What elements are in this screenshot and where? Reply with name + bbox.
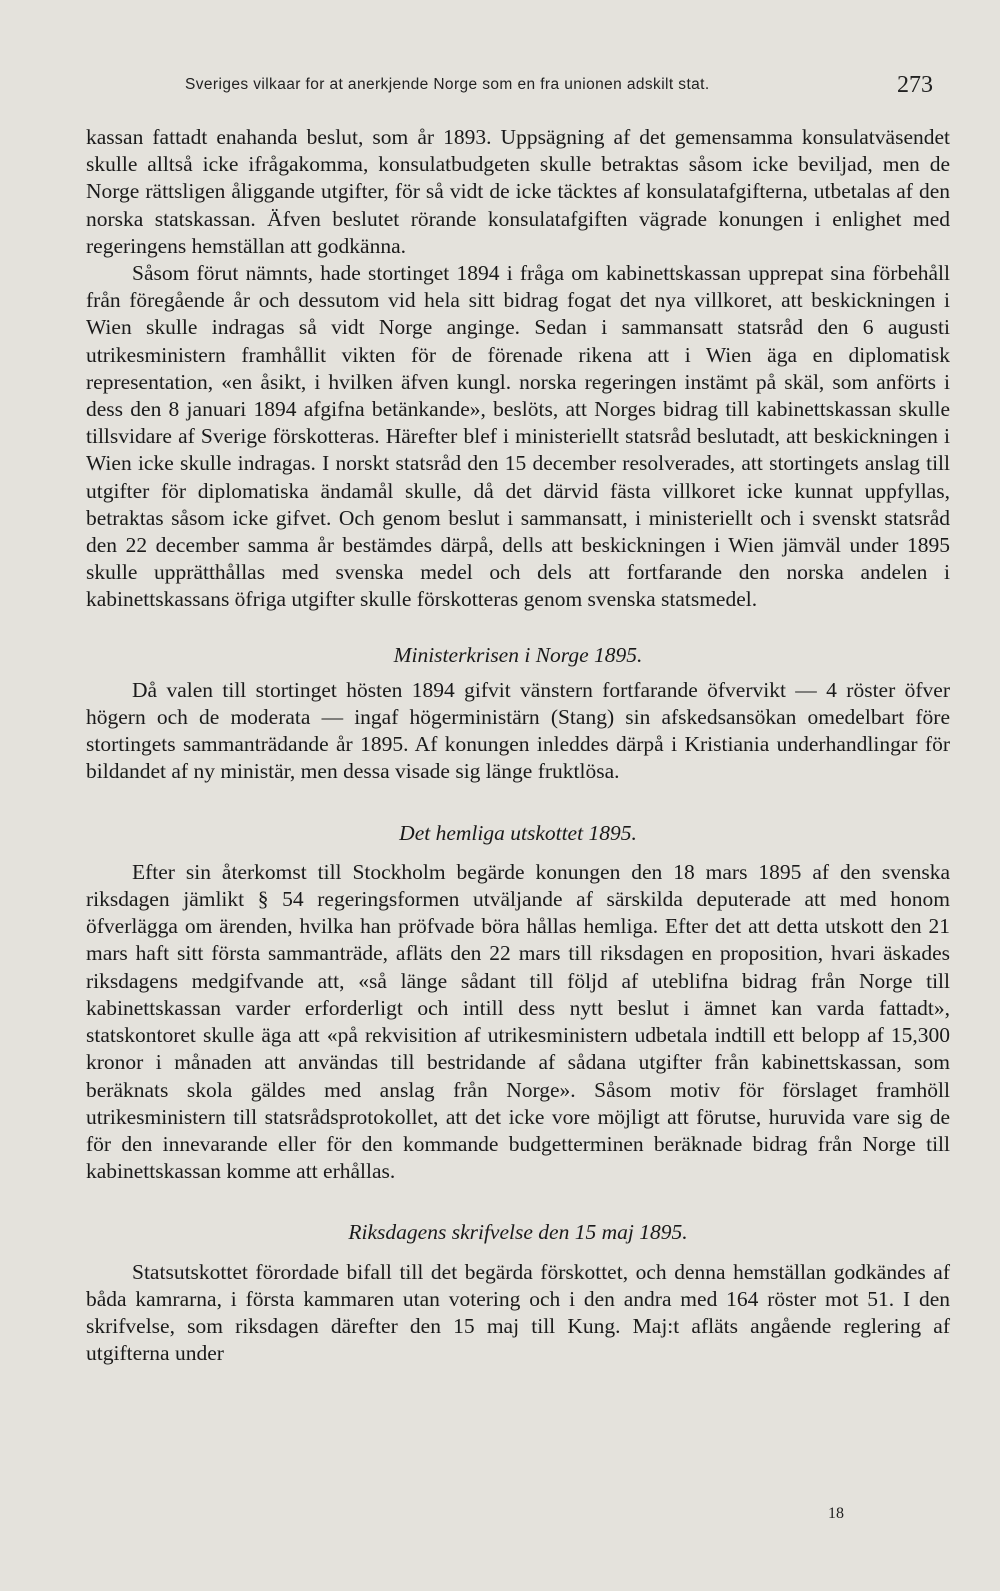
section-heading-ministerkrisen: Ministerkrisen i Norge 1895. (393, 642, 643, 667)
paragraph-riksdagens-skrifvelse: Statsutskottet förordade bifall till det begärda förskottet, och denna hemställan godkändes af båda kamrarna, i första kammaren utan votering och i den andra med 164 röster mot 51. I den skrifvelse, som riksdagen därefter den 15 maj till Kung. Maj:t afläts angående reglering af utgifterna under (86, 1259, 950, 1366)
page-number: 273 (897, 72, 933, 98)
paragraph-continuation: kassan fattadt enahanda beslut, som år 1893. Uppsägning af det gemensamma konsulatväsendet skulle alltså icke ifrågakomma, konsulatbudgeten skulle betraktas såsom icke beviljad, men de Norge rättsligen åliggande utgifter, för så vidt de icke täcktes af konsulatafgifterna, utbetalas af den norska statskassan. Äfven beslutet rörande konsulatafgiften vägrade konungen i enlighet med regeringens hemställan att godkänna. (86, 125, 950, 258)
paragraph-ministerkrisen: Då valen till stortinget hösten 1894 gifvit vänstern fortfarande öfvervikt — 4 röster öfver högern och de moderata — ingaf högerministärn (Stang) sin afskedsansökan omedelbart före stortingets sammanträdande år 1895. Af konungen inleddes därpå i Kristiania underhandlingar för bildandet af ny ministär, men dessa visade sig länge fruktlösa. (86, 677, 950, 784)
section-heading-hemliga-utskottet: Det hemliga utskottet 1895. (399, 820, 637, 845)
section-heading-riksdagens-skrifvelse: Riksdagens skrifvelse den 15 maj 1895. (348, 1220, 688, 1245)
signature-mark: 18 (828, 1505, 844, 1522)
body-text (86, 124, 950, 1367)
running-head: Sveriges vilkaar for at anerkjende Norge som en fra unionen adskilt stat. (185, 76, 710, 93)
paragraph-kabinettskassan: Såsom förut nämnts, hade stortinget 1894 i fråga om kabinettskassan upprepat sina förbehåll från föregående år och dessutom vid hela sitt bidrag fogat det nya villkoret, att beskickningen i Wien skulle indragas så vidt Norge anginge. Sedan i sammansatt statsråd den 6 augusti utrikesministern framhållit vikten för de förenade rikena att i Wien äga en diplomatisk representation, «en åsikt, i hvilken äfven kungl. norska regeringen instämt på skäl, som anförts i dess den 8 januari 1894 afgifna betänkande», beslöts, att Norges bidrag till kabinettskassan skulle tillsvidare af Sverige förskotteras. Härefter blef i ministeriellt statsråd beslutadt, att beskickningen i Wien icke skulle indragas. I norskt statsråd den 15 december resolverades, att stortingets anslag till utgifter för diplomatiska ändamål skulle, då det därvid fästa villkoret icke kunnat uppfyllas, betraktas såsom icke gifvet. Och genom beslut i sammansatt, i ministeriellt och i svenskt statsråd den 22 december samma år bestämdes därpå, dells att beskickningen i Wien jämväl under 1895 skulle upprätthållas med svenska medel och dels att fortfarande den norska andelen i kabinettskassans öfriga utgifter skulle förskotteras genom svenska statsmedel. (86, 261, 950, 612)
paragraph-hemliga-utskottet: Efter sin återkomst till Stockholm begärde konungen den 18 mars 1895 af den svenska riksdagen jämlikt § 54 regeringsformen utväljande af särskilda deputerade att med honom öfverlägga om ärenden, hvilka han pröfvade böra hållas hemliga. Efter det att detta utskott den 21 mars haft sitt första sammanträde, afläts den 22 mars till riksdagen en proposition, hvari äskades riksdagens medgifvande att, «så länge sådant till följd af uteblifna bidrag från Norge till kabinettskassan varder erforderligt och intill dess nytt beslut i ämnet kan varda fattadt», statskontoret skulle äga att «på rekvisition af utrikesministern udbetala indtill ett belopp af 15,300 kronor i månaden att användas till bestridande af sådana utgifter från kabinettskassan, som beräknats skola gäldes med anslag från Norge». Såsom motiv för förslaget framhöll utrikesministern till statsrådsprotokollet, att det icke vore möjligt att förutse, huruvida vare sig de för den innevarande eller för den kommande budgetterminen beräknade bidrag från Norge till kabinettskassan komme att erhållas. (86, 859, 950, 1184)
